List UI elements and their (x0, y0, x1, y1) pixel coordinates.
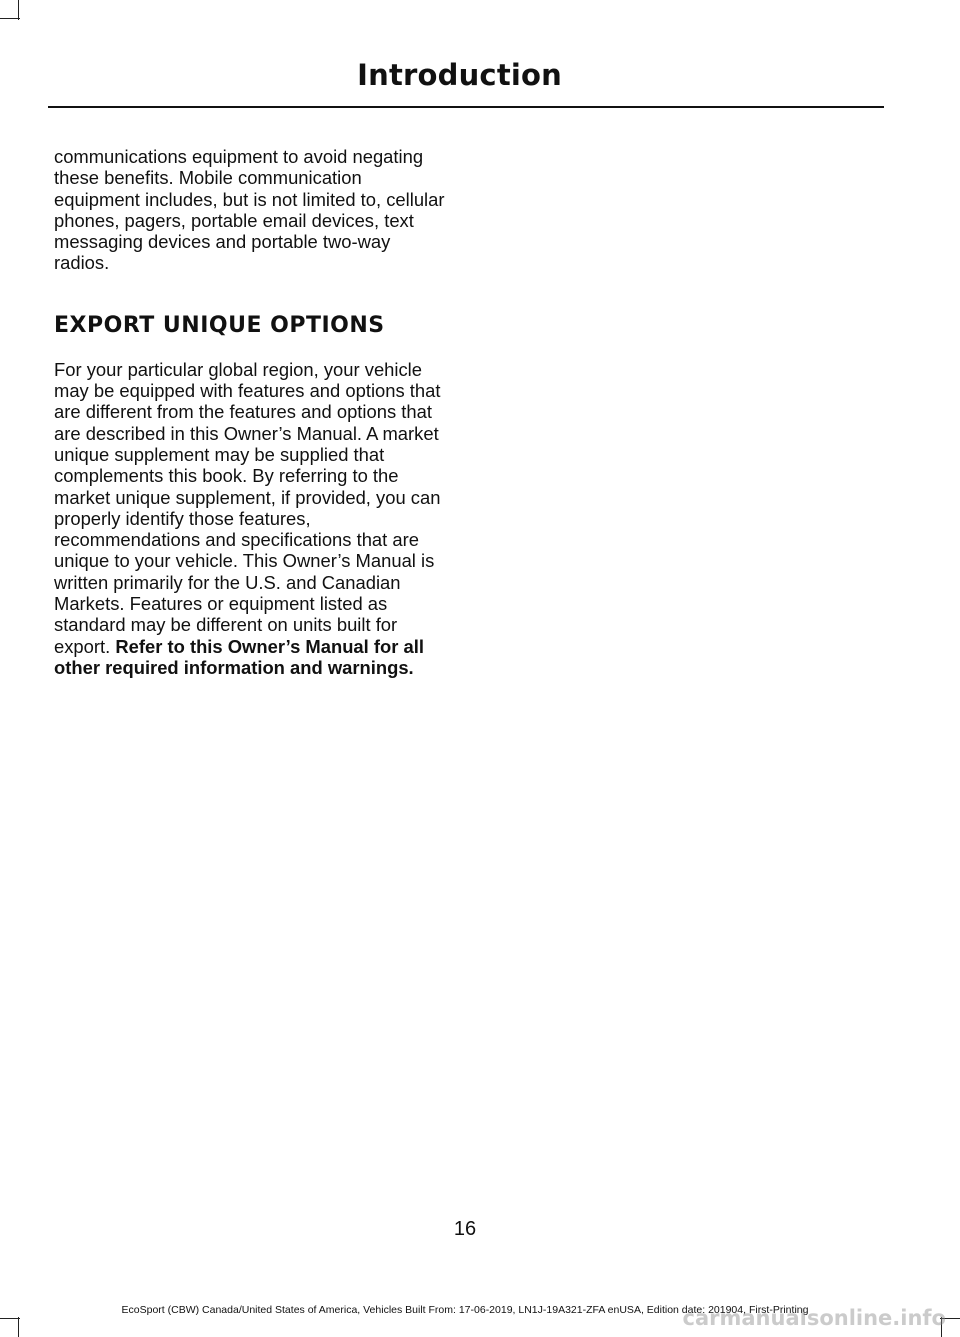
page-title: Introduction (357, 58, 562, 92)
crop-mark-bottom-left-vertical (18, 1317, 19, 1337)
header-rule (48, 106, 884, 108)
page-number: 16 (453, 1218, 477, 1240)
crop-mark-top-left-horizontal (0, 18, 20, 19)
section-heading-export-options: EXPORT UNIQUE OPTIONS (54, 312, 385, 338)
footer-edition-line: EcoSport (CBW) Canada/United States of America, Vehicles Built From: 17-06-2019, LN1J-19A321-ZFA enUSA, Edition date: 201904, First-Printing (121, 1304, 809, 1316)
watermark: carmanualsonline.info (682, 1306, 946, 1330)
crop-mark-top-left-vertical (18, 0, 19, 20)
paragraph-mobile-equipment: communications equipment to avoid negating these benefits. Mobile communication equipment includes, but is not limited to, cellular phones, pagers, portable email devices, text messaging devices and portable two-way radios. (54, 146, 445, 274)
export-options-text: For your particular global region, your vehicle may be equipped with features and options that are different from the features and options that are described in this Owner’s Manual. A market unique supplement may be supplied that complements this book. By referring to the market unique supplement, if provided, you can properly identify those features, recommendations and specifications that are unique to your vehicle. This Owner’s Manual is written primarily for the U.S. and Canadian Markets. Features or equipment listed as standard may be different on units built for export. (54, 358, 441, 657)
text-column (54, 146, 450, 678)
crop-mark-bottom-left-horizontal (0, 1318, 20, 1319)
export-options-warning: Refer to this Owner’s Manual for all other required information and warnings. (54, 635, 424, 678)
paragraph-export-options (54, 359, 450, 678)
